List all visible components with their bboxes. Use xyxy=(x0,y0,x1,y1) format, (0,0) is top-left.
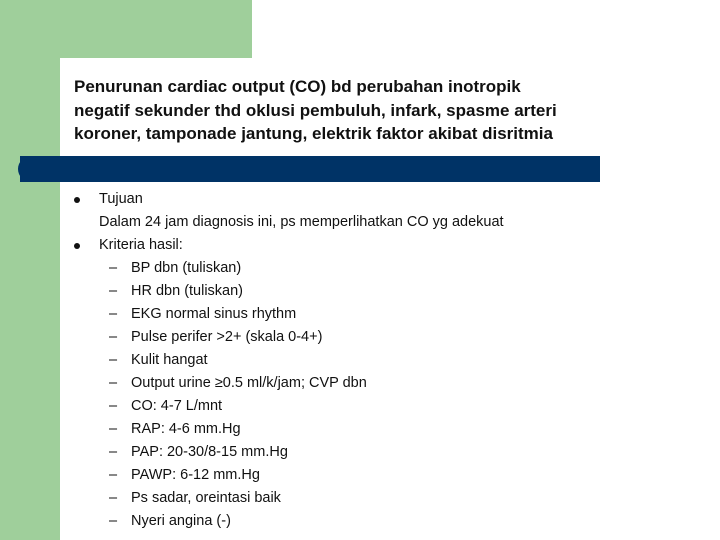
criteria-text: Ps sadar, oreintasi baik xyxy=(131,490,281,506)
criteria-text: Pulse perifer >2+ (skala 0-4+) xyxy=(131,329,323,345)
criteria-text: Output urine ≥0.5 ml/k/jam; CVP dbn xyxy=(131,375,367,391)
bullet-item-kriteria xyxy=(74,234,694,257)
slide-title xyxy=(74,75,694,146)
criteria-item xyxy=(74,418,694,441)
slide-body xyxy=(74,188,694,533)
criteria-item xyxy=(74,464,694,487)
criteria-item xyxy=(74,487,694,510)
criteria-text: PAP: 20-30/8-15 mm.Hg xyxy=(131,444,288,460)
dash-bullet-icon: – xyxy=(109,260,118,276)
title-line: Penurunan cardiac output (CO) bd perubahan inotropik xyxy=(74,77,521,96)
bullet-icon xyxy=(74,243,80,249)
criteria-item xyxy=(74,510,694,533)
bullet-continuation-text: Dalam 24 jam diagnosis ini, ps memperlihatkan CO yg adekuat xyxy=(99,214,504,230)
criteria-list xyxy=(74,257,694,533)
dash-bullet-icon: – xyxy=(109,421,118,437)
divider-bar xyxy=(20,156,600,182)
dash-bullet-icon: – xyxy=(109,467,118,483)
dash-bullet-icon: – xyxy=(109,513,118,529)
criteria-item xyxy=(74,326,694,349)
criteria-item xyxy=(74,441,694,464)
criteria-item xyxy=(74,372,694,395)
criteria-item xyxy=(74,257,694,280)
criteria-text: BP dbn (tuliskan) xyxy=(131,260,242,276)
dash-bullet-icon: – xyxy=(109,444,118,460)
dash-bullet-icon: – xyxy=(109,283,118,299)
title-line: negatif sekunder thd oklusi pembuluh, infark, spasme arteri xyxy=(74,100,557,120)
bullet-icon xyxy=(74,197,80,203)
bullet-continuation xyxy=(74,211,694,234)
criteria-item xyxy=(74,395,694,418)
criteria-text: HR dbn (tuliskan) xyxy=(131,283,244,299)
criteria-text: EKG normal sinus rhythm xyxy=(131,306,297,322)
dash-bullet-icon: – xyxy=(109,329,118,345)
criteria-text: Nyeri angina (-) xyxy=(131,513,231,529)
criteria-text: CO: 4-7 L/mnt xyxy=(131,398,223,414)
decorative-green-strip xyxy=(0,0,60,540)
criteria-item xyxy=(74,280,694,303)
criteria-text: RAP: 4-6 mm.Hg xyxy=(131,421,241,437)
dash-bullet-icon: – xyxy=(109,306,118,322)
criteria-item xyxy=(74,303,694,326)
dash-bullet-icon: – xyxy=(109,375,118,391)
bullet-label: Tujuan xyxy=(99,191,143,207)
title-line: koroner, tamponade jantung, elektrik faktor akibat disritmia xyxy=(74,124,553,143)
criteria-text: Kulit hangat xyxy=(131,352,208,368)
dash-bullet-icon: – xyxy=(109,398,118,414)
bullet-item-tujuan xyxy=(74,188,694,211)
criteria-text: PAWP: 6-12 mm.Hg xyxy=(131,467,260,483)
criteria-item xyxy=(74,349,694,372)
dash-bullet-icon: – xyxy=(109,352,118,368)
bullet-label: Kriteria hasil: xyxy=(99,237,183,253)
dash-bullet-icon: – xyxy=(109,490,118,506)
